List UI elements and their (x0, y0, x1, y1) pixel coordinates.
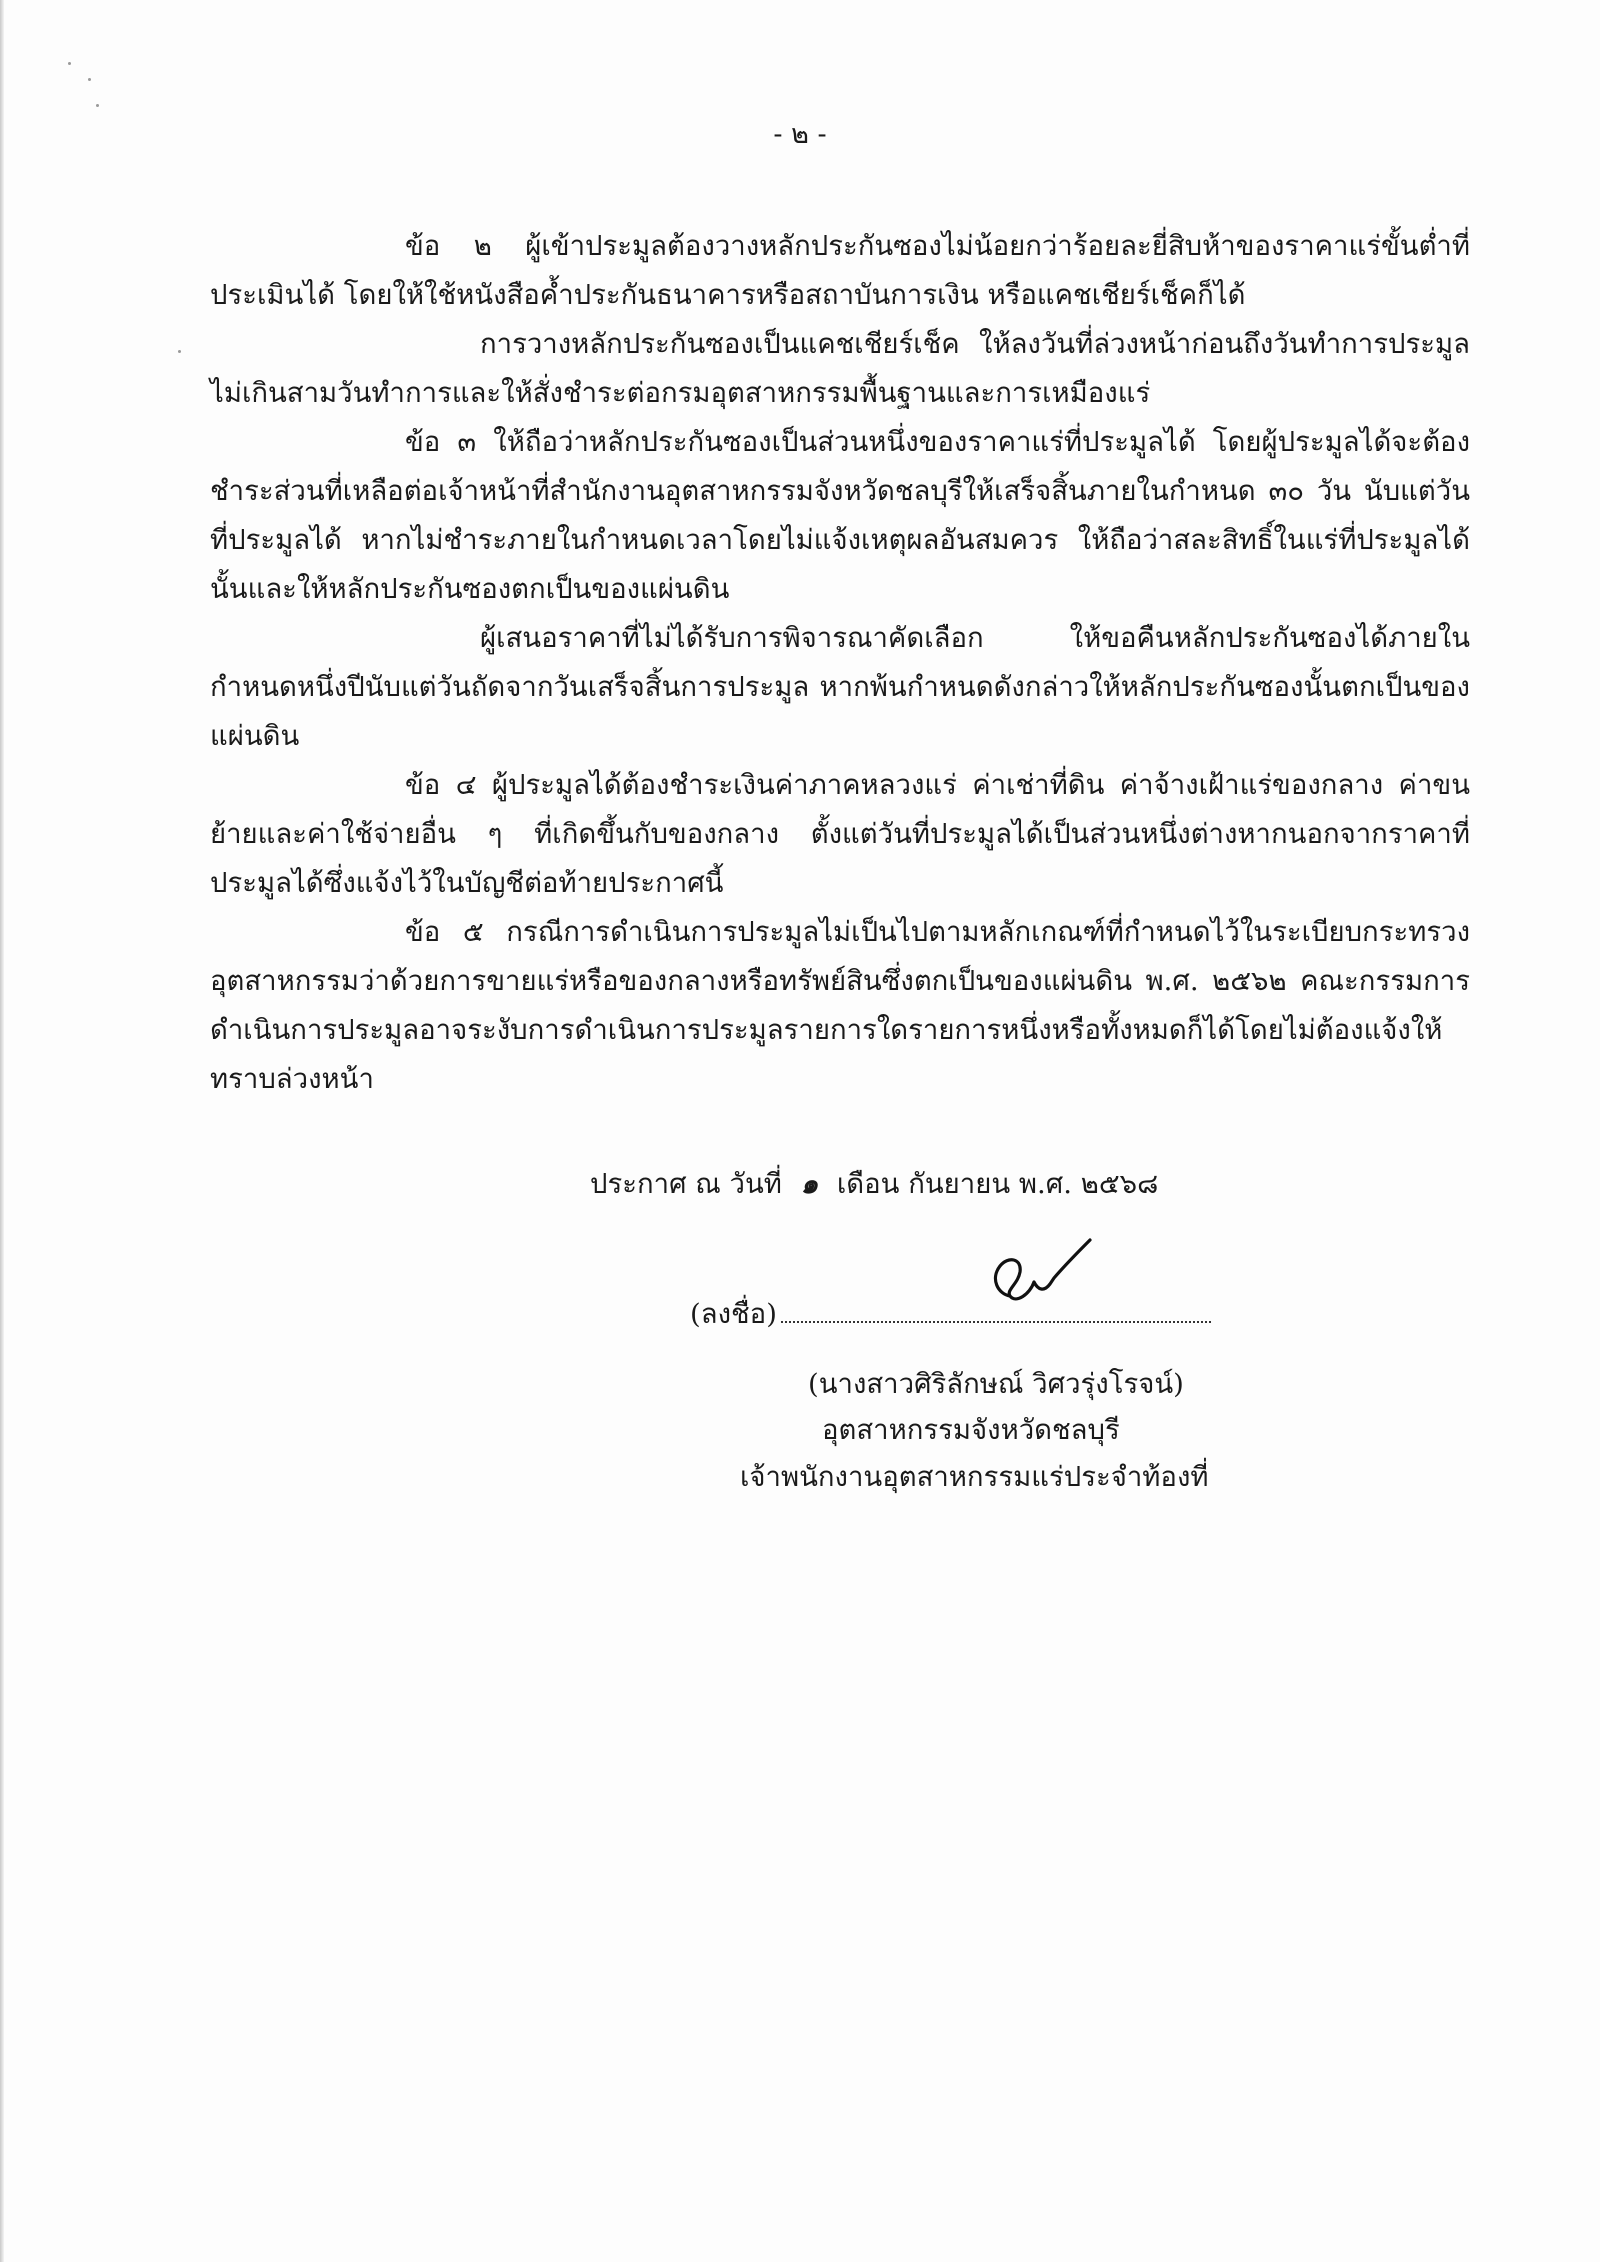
paragraph-clause-3: ข้อ ๓ ให้ถือว่าหลักประกันซองเป็นส่วนหนึ่งของราคาแร่ที่ประมูลได้ โดยผู้ประมูลได้จะต้องชำระส่วนที่เหลือต่อเจ้าหน้าที่สำนักงานอุตสาหกรรมจังหวัดชลบุรีให้เสร็จสิ้นภายในกำหนด ๓๐ วัน นับแต่วันที่ประมูลได้ หากไม่ชำระภายในกำหนดเวลาโดยไม่แจ้งเหตุผลอันสมควร ให้ถือว่าสละสิทธิ์ในแร่ที่ประมูลได้นั้นและให้หลักประกันซองตกเป็นของแผ่นดิน (210, 426, 1470, 605)
signature-dotted-line (781, 1299, 1211, 1323)
announcement-month-label: เดือน (836, 1168, 900, 1200)
scan-speck (88, 78, 91, 81)
announcement-day: ๑ (800, 1168, 819, 1200)
announcement-date (590, 1162, 1158, 1206)
scan-speck (178, 350, 181, 353)
announcement-prefix: ประกาศ ณ วันที่ (590, 1168, 782, 1200)
paragraph-refund: ผู้เสนอราคาที่ไม่ได้รับการพิจารณาคัดเลือก ให้ขอคืนหลักประกันซองได้ภายในกำหนดหนึ่งปีนับแต่วันถัดจากวันเสร็จสิ้นการประมูล หากพ้นกำหนดดังกล่าวให้หลักประกันซองนั้นตกเป็นของแผ่นดิน (210, 622, 1470, 752)
scan-edge (0, 0, 4, 2262)
signature-label: (ลงชื่อ) (690, 1298, 777, 1330)
paragraph-cheque-deposit: การวางหลักประกันซองเป็นแคชเชียร์เช็ค ให้ลงวันที่ล่วงหน้าก่อนถึงวันทำการประมูลไม่เกินสามวันทำการและให้สั่งชำระต่อกรมอุตสาหกรรมพื้นฐานและการเหมืองแร่ (210, 328, 1470, 409)
scan-speck (96, 104, 99, 107)
paragraph-clause-2: ข้อ ๒ ผู้เข้าประมูลต้องวางหลักประกันซองไม่น้อยกว่าร้อยละยี่สิบห้าของราคาแร่ขั้นต่ำที่ประเมินได้ โดยให้ใช้หนังสือค้ำประกันธนาคารหรือสถาบันการเงิน หรือแคชเชียร์เช็คก็ได้ (210, 230, 1470, 311)
paragraph-clause-4: ข้อ ๔ ผู้ประมูลได้ต้องชำระเงินค่าภาคหลวงแร่ ค่าเช่าที่ดิน ค่าจ้างเฝ้าแร่ของกลาง ค่าขนย้ายและค่าใช้จ่ายอื่น ๆ ที่เกิดขึ้นกับของกลาง ตั้งแต่วันที่ประมูลได้เป็นส่วนหนึ่งต่างหากนอกจากราคาที่ประมูลได้ซึ่งแจ้งไว้ในบัญชีต่อท้ายประกาศนี้ (210, 769, 1470, 899)
paragraph-clause-5: ข้อ ๕ กรณีการดำเนินการประมูลไม่เป็นไปตามหลักเกณฑ์ที่กำหนดไว้ในระเบียบกระทรวงอุตสาหกรรมว่าด้วยการขายแร่หรือของกลางหรือทรัพย์สินซึ่งตกเป็นของแผ่นดิน พ.ศ. ๒๕๖๒ คณะกรรมการดำเนินการประมูลอาจระงับการดำเนินการประมูลรายการใดรายการหนึ่งหรือทั้งหมดก็ได้โดยไม่ต้องแจ้งให้ทราบล่วงหน้า (210, 916, 1470, 1095)
body-text (210, 222, 1470, 1104)
signatory-name: (นางสาวศิริลักษณ์ วิศวรุ่งโรจน์) (808, 1368, 1184, 1400)
announcement-year: พ.ศ. ๒๕๖๘ (1018, 1168, 1159, 1200)
signatory-position-1: อุตสาหกรรมจังหวัดชลบุรี (822, 1414, 1120, 1446)
announcement-month: กันยายน (908, 1168, 1011, 1200)
page-number: - ๒ - (773, 119, 827, 150)
signatory-position-2: เจ้าพนักงานอุตสาหกรรมแร่ประจำท้องที่ (740, 1461, 1209, 1493)
signature-line (690, 1292, 1211, 1336)
scan-speck (68, 62, 71, 65)
